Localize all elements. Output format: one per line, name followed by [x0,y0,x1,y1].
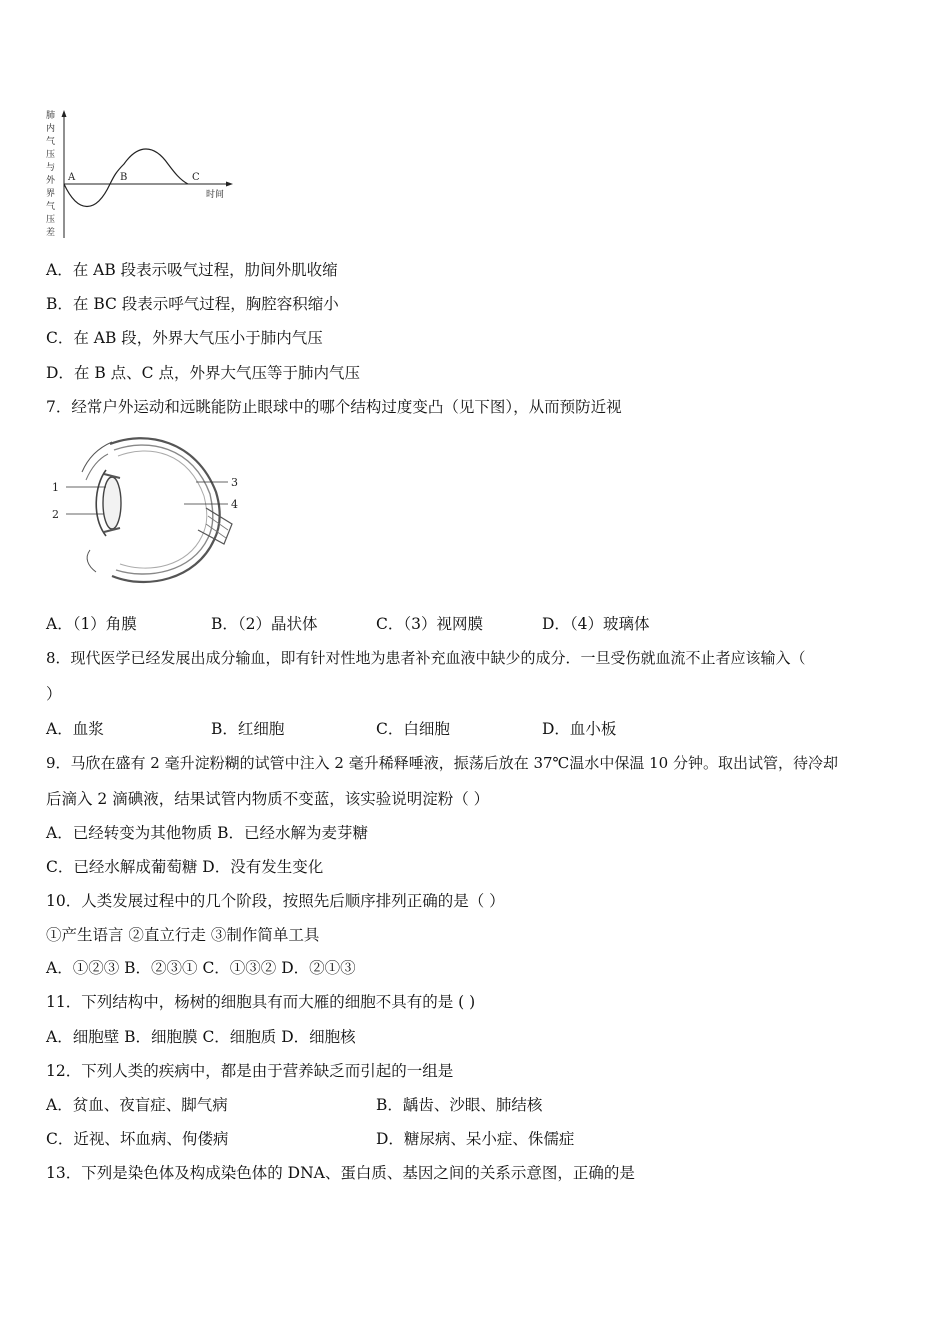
eye-label-3: 3 [231,476,238,489]
q7-stem: 7．经常户外运动和远眺能防止眼球中的哪个结构过度变凸（见下图），从而预防近视 [46,398,622,416]
q8-option-a: A．血浆 [46,720,104,738]
q8-option-b: B．红细胞 [211,720,285,738]
q11-options: A．细胞壁 B．细胞膜 C．细胞质 D．细胞核 [46,1028,356,1046]
q13-stem: 13．下列是染色体及构成染色体的 DNA、蛋白质、基因之间的关系示意图，正确的是 [46,1164,635,1182]
point-a: A [68,172,76,183]
q10-items: ①产生语言 ②直立行走 ③制作简单工具 [46,926,320,944]
q7-option-c: C．（3）视网膜 [376,615,483,633]
q6-option-a: A．在 AB 段表示吸气过程，肋间外肌收缩 [46,261,338,279]
point-b: B [120,172,128,183]
q6-option-b: B．在 BC 段表示呼气过程，胸腔容积缩小 [46,295,339,313]
q6-option-c: C．在 AB 段，外界大气压小于肺内气压 [46,329,323,347]
graph-y-label: 肺内气压与外界气压差 [46,111,56,238]
eye-label-2: 2 [52,508,59,521]
q6-option-d: D．在 B 点、C 点，外界大气压等于肺内气压 [46,364,360,382]
q10-options: A．①②③ B．②③① C．①③② D．②①③ [46,959,356,977]
q9-stem-line1: 9．马欣在盛有 2 毫升淀粉糊的试管中注入 2 毫升稀释唾液，振荡后放在 37℃温水中保温 10 分钟。取出试管，待冷却 [46,754,838,772]
q12-option-d: D．糖尿病、呆小症、侏儒症 [376,1130,575,1148]
q12-option-b: B．龋齿、沙眼、肺结核 [376,1096,543,1114]
q8-stem-line1: 8．现代医学已经发展出成分输血，即有针对性地为患者补充血液中缺少的成分．一旦受伤就血流不止者应该输入（ [46,649,806,667]
q9-options-cd: C．已经水解成葡萄糖 D．没有发生变化 [46,858,324,876]
q10-stem: 10．人类发展过程中的几个阶段，按照先后顺序排列正确的是（ ） [46,892,505,910]
q8-stem-line2: ） [46,685,62,703]
q12-stem: 12．下列人类的疾病中，都是由于营养缺乏而引起的一组是 [46,1062,454,1080]
eye-label-4: 4 [231,498,238,511]
q7-option-a: A．（1）角膜 [46,615,137,633]
q11-stem: 11．下列结构中，杨树的细胞具有而大雁的细胞不具有的是 ( ) [46,993,476,1011]
lens [103,477,121,529]
q12-option-c: C．近视、坏血病、佝偻病 [46,1130,229,1148]
pressure-graph [40,108,240,243]
point-c: C [192,172,200,183]
q7-option-b: B．（2）晶状体 [211,615,318,633]
q8-option-c: C．白细胞 [376,720,450,738]
q9-options-ab: A．已经转变为其他物质 B．已经水解为麦芽糖 [46,824,369,842]
graph-x-label: 时间 [206,190,225,200]
eye-label-1: 1 [52,481,59,494]
q8-option-d: D．血小板 [542,720,617,738]
q9-stem-line2: 后滴入 2 滴碘液，结果试管内物质不变蓝，该实验说明淀粉（ ） [46,790,490,808]
q12-option-a: A．贫血、夜盲症、脚气病 [46,1096,228,1114]
eye-diagram [46,432,256,592]
q7-option-d: D．（4）玻璃体 [542,615,650,633]
